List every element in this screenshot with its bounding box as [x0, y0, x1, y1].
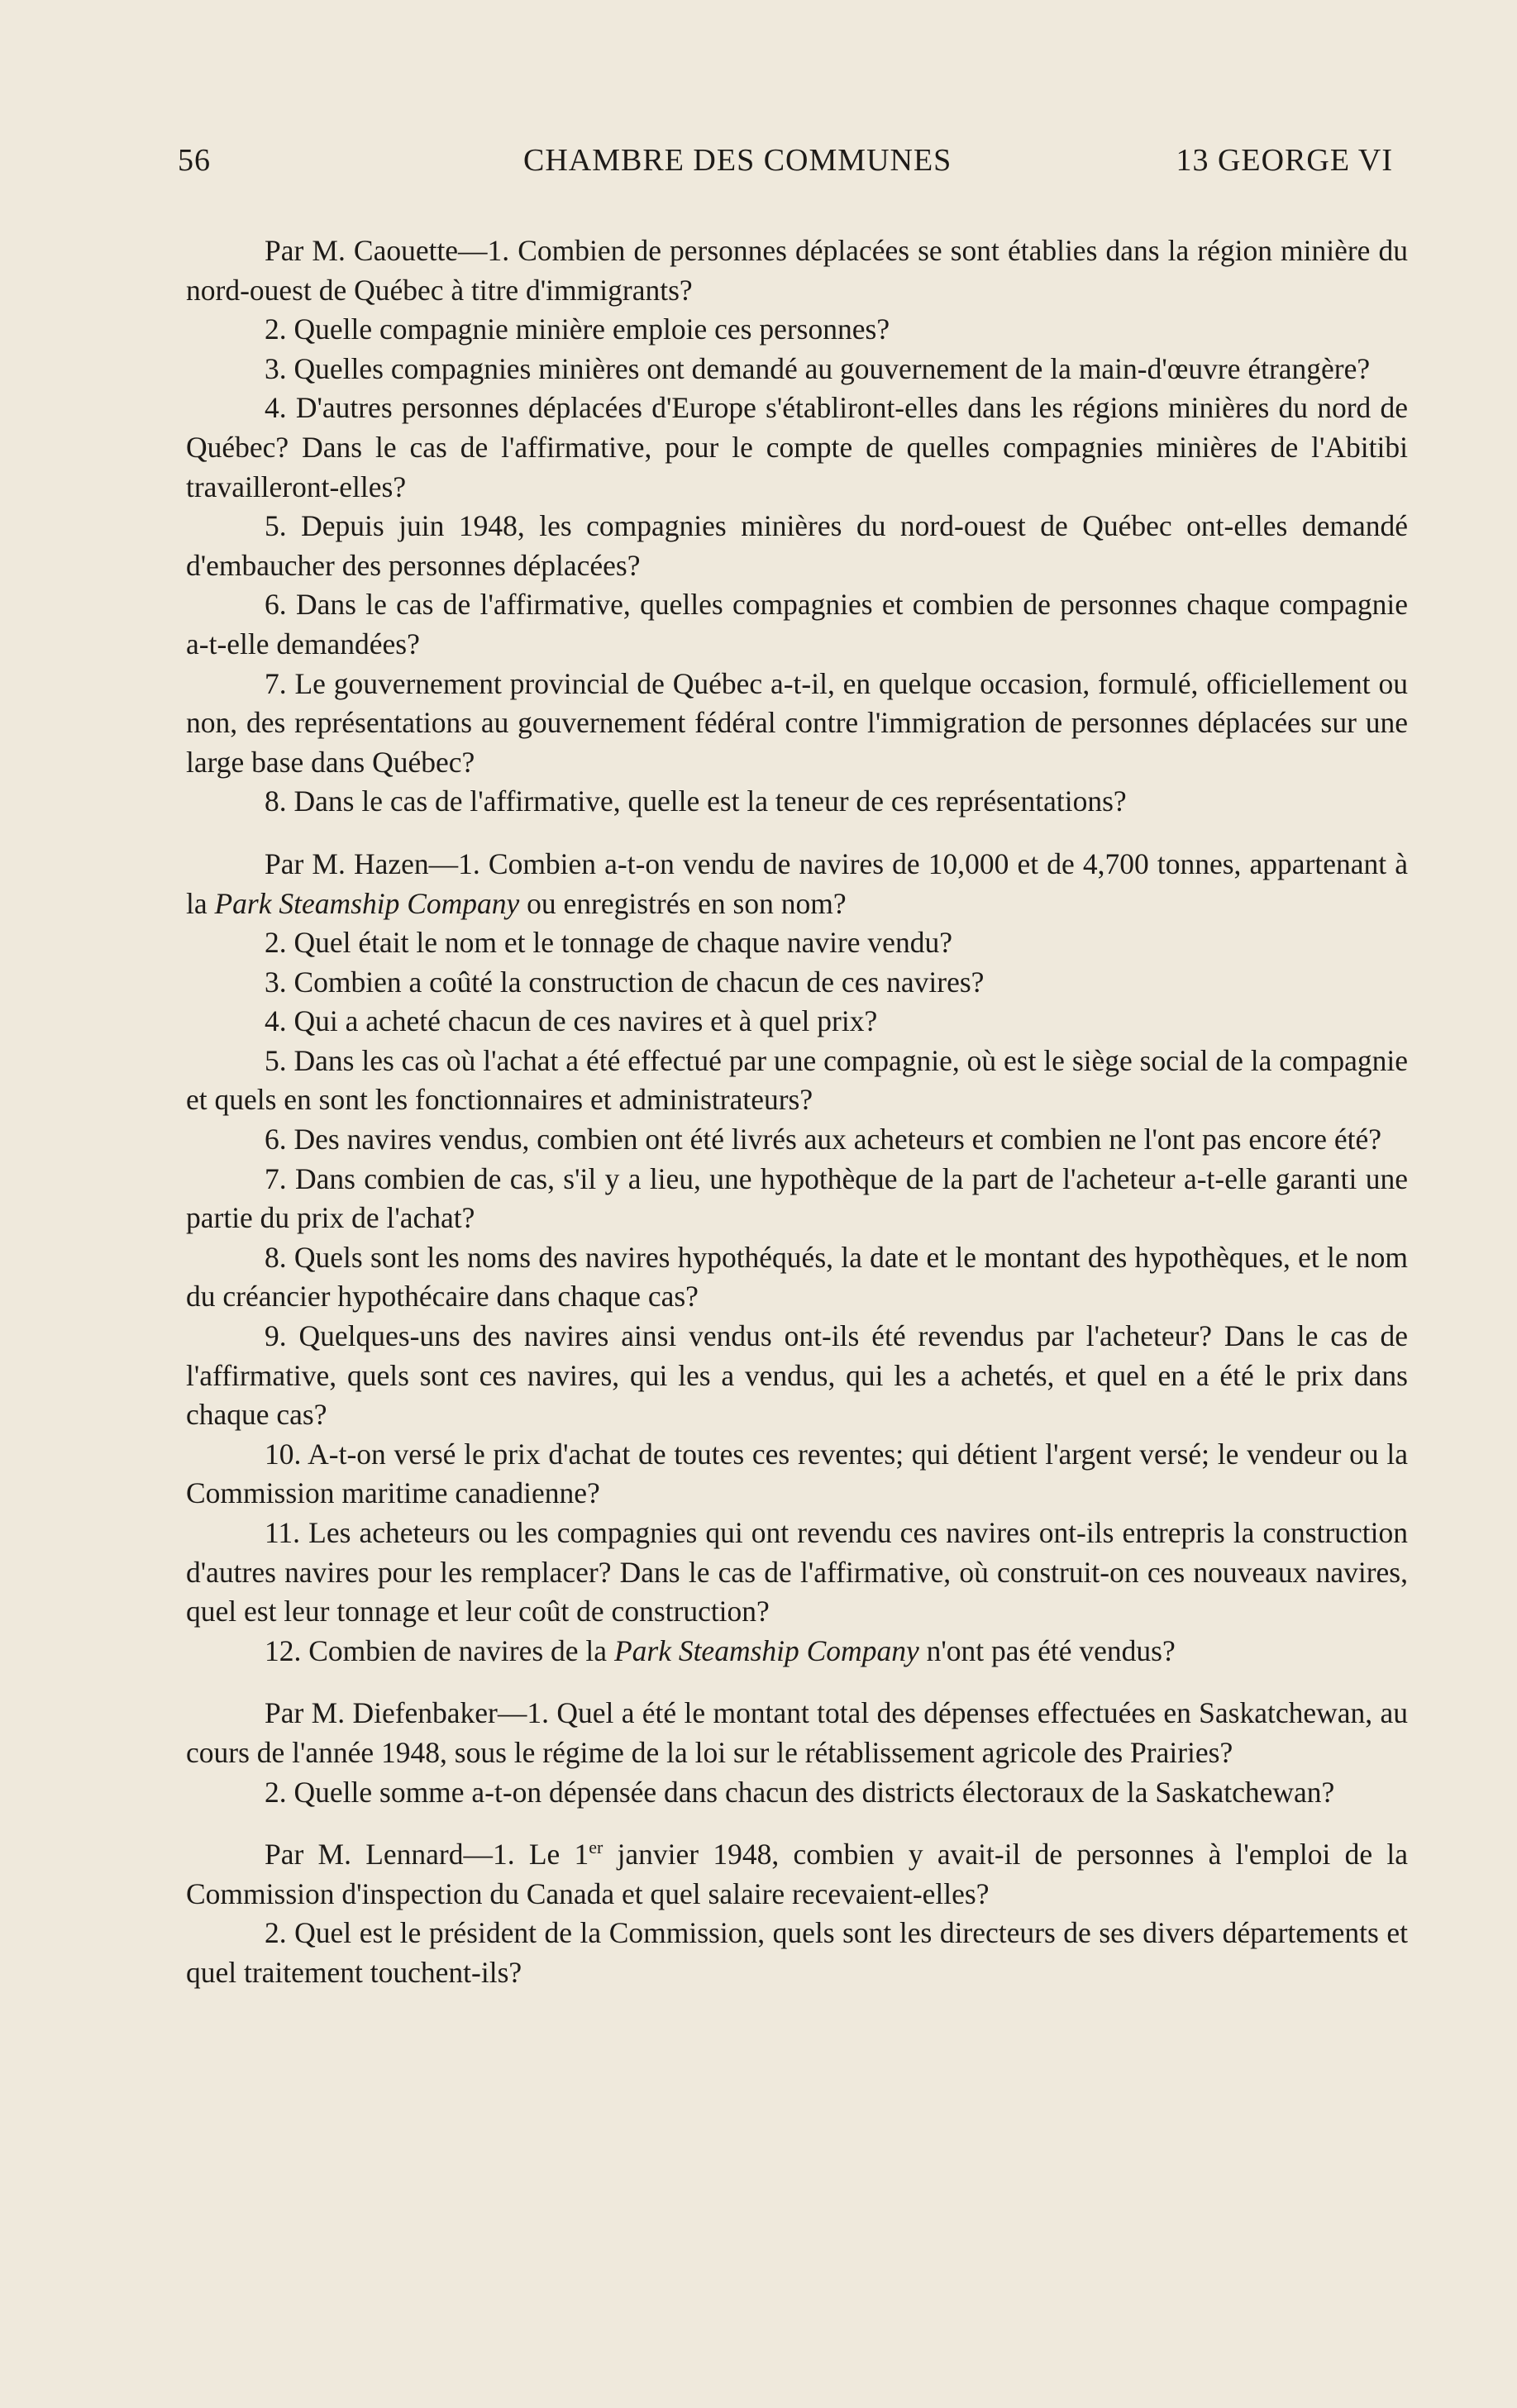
question-item: 6. Des navires vendus, combien ont été livrés aux acheteurs et combien ne l'ont pas encore été? [265, 1123, 1381, 1156]
item-text: n'ont pas été vendus? [918, 1633, 1176, 1667]
company-name: Park Steamship Company [214, 886, 520, 920]
question-lead [186, 1835, 1408, 1914]
question-block-caouette [186, 231, 1408, 822]
question-item: 3. Quelles compagnies minières ont demandé au gouvernement de la main-d'œuvre étrangère? [265, 351, 1371, 385]
lead-text: Par M. Hazen—1. Combien a-t-on vendu de navires de 10,000 et de 4,700 tonnes, appartenant à la [186, 846, 1408, 920]
question-item: 3. Combien a coûté la construction de chacun de ces navires? [265, 965, 985, 999]
question-item: 6. Dans le cas de l'affirmative, quelles compagnies et combien de personnes chaque compagnie a-t-elle demandées? [186, 588, 1408, 660]
page-number: 56 [178, 143, 211, 178]
page-header [178, 142, 1393, 185]
question-item: 2. Quel était le nom et le tonnage de chaque navire vendu? [265, 926, 952, 960]
question-item: 5. Dans les cas où l'achat a été effectué par une compagnie, où est le siège social de la compagnie et quels en sont les fonctionnaires et administrateurs? [186, 1043, 1408, 1117]
question-item: 11. Les acheteurs ou les compagnies qui ont revendu ces navires ont-ils entrepris la construction d'autres navires pour les remplacer? Dans le cas de l'affirmative, où construit-on ces nouveaux navires, quel est leur tonnage et leur coût de construction? [186, 1516, 1408, 1628]
ordinal-superscript: er [589, 1837, 603, 1858]
question-item: 7. Le gouvernement provincial de Québec a-t-il, en quelque occasion, formulé, officiellement ou non, des représentations au gouvernement fédéral contre l'immigration de personnes déplacées sur une large base dans Québec? [186, 666, 1408, 779]
lead-text: ou enregistrés en son nom? [519, 886, 847, 920]
questions-body [186, 231, 1408, 1993]
question-item: 8. Quels sont les noms des navires hypothéqués, la date et le montant des hypothèques, et le nom du créancier hypothécaire dans chaque cas? [186, 1240, 1408, 1314]
question-item: 2. Quelle somme a-t-on dépensée dans chacun des districts électoraux de la Saskatchewan? [265, 1775, 1335, 1809]
question-item: 2. Quel est le président de la Commission, quels sont les directeurs de ses divers départements et quel traitement touchent-ils? [186, 1916, 1408, 1989]
question-item: 8. Dans le cas de l'affirmative, quelle est la teneur de ces représentations? [265, 784, 1127, 818]
question-lead [186, 845, 1408, 923]
item-text: 12. Combien de navires de la [265, 1633, 614, 1667]
question-item: 7. Dans combien de cas, s'il y a lieu, une hypothèque de la part de l'acheteur a-t-elle garanti une partie du prix de l'achat? [186, 1161, 1408, 1235]
question-item [186, 1632, 1408, 1671]
question-lead: Par M. Caouette—1. Combien de personnes déplacées se sont établies dans la région minière du nord-ouest de Québec à titre d'immigrants? [186, 234, 1408, 307]
question-item: 5. Depuis juin 1948, les compagnies minières du nord-ouest de Québec ont-elles demandé d'embaucher des personnes déplacées? [186, 509, 1408, 582]
question-item: 10. A-t-on versé le prix d'achat de toutes ces reventes; qui détient l'argent versé; le vendeur ou la Commission maritime canadienne? [186, 1437, 1408, 1510]
question-item: 4. D'autres personnes déplacées d'Europe s'établiront-elles dans les régions minières du nord de Québec? Dans le cas de l'affirmative, pour le compte de quelles compagnies minières de l'Abitibi travailleront-elles? [186, 391, 1408, 503]
question-block-diefenbaker [186, 1694, 1408, 1812]
company-name: Park Steamship Company [613, 1633, 919, 1667]
question-item: 9. Quelques-uns des navires ainsi vendus ont-ils été revendus par l'acheteur? Dans le cas de l'affirmative, quels sont ces navires, qui les a vendus, qui les a achetés, et quel en a été le prix dans chaque cas? [186, 1319, 1408, 1432]
question-item: 4. Qui a acheté chacun de ces navires et à quel prix? [265, 1004, 878, 1038]
question-block-hazen [186, 845, 1408, 1671]
regnal-year: 13 GEORGE VI [1176, 143, 1393, 178]
question-item: 2. Quelle compagnie minière emploie ces personnes? [265, 312, 890, 346]
question-lead: Par M. Diefenbaker—1. Quel a été le montant total des dépenses effectuées en Saskatchewan, au cours de l'année 1948, sous le régime de la loi sur le rétablissement agricole des Prairies? [186, 1696, 1408, 1769]
lead-text: Par M. Lennard—1. Le 1 [265, 1838, 589, 1872]
running-title: CHAMBRE DES COMMUNES [523, 143, 952, 178]
question-block-lennard [186, 1835, 1408, 1992]
lead-text: janvier 1948, combien y avait-il de personnes à l'emploi de la Commission d'inspection du Canada et quel salaire recevaient-elles? [186, 1838, 1408, 1910]
